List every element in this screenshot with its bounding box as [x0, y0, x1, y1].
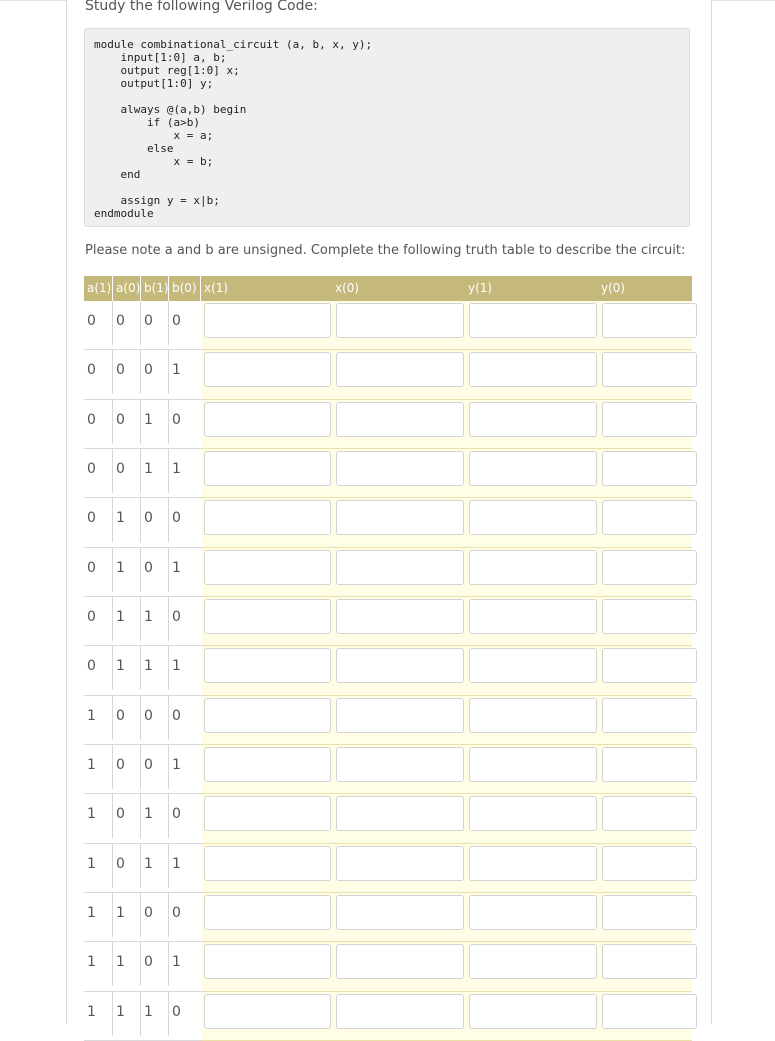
answer-input-x1[interactable]	[204, 550, 331, 585]
answer-input-x0[interactable]	[336, 796, 464, 831]
table-row	[84, 745, 692, 794]
answer-input-y0[interactable]	[602, 994, 697, 1029]
answer-input-x1[interactable]	[204, 846, 331, 881]
code-line: module combinational_circuit (a, b, x, y);	[94, 38, 373, 51]
input-bit-cell: 1	[140, 400, 153, 444]
answer-input-y1[interactable]	[469, 895, 597, 930]
input-bit-cell: 0	[140, 498, 153, 542]
table-row	[84, 400, 692, 449]
code-line: endmodule	[94, 207, 154, 220]
input-bit-cell: 0	[168, 794, 181, 838]
answer-input-y0[interactable]	[602, 451, 697, 486]
answer-input-y1[interactable]	[469, 648, 597, 683]
answer-input-x0[interactable]	[336, 352, 464, 387]
answer-input-x0[interactable]	[336, 500, 464, 535]
header-b0: b(0)	[168, 276, 200, 301]
input-bit-cell: 1	[168, 745, 181, 789]
table-row	[84, 992, 692, 1041]
header-x1: x(1)	[200, 276, 332, 301]
table-row	[84, 942, 692, 991]
answer-input-x1[interactable]	[204, 698, 331, 733]
header-b1: b(1)	[140, 276, 168, 301]
table-row	[84, 498, 692, 547]
input-bit-cell: 0	[168, 893, 181, 937]
input-bit-cell: 1	[168, 646, 181, 690]
answer-input-x0[interactable]	[336, 994, 464, 1029]
header-a1: a(1)	[87, 281, 112, 295]
answer-input-x0[interactable]	[336, 599, 464, 634]
answer-input-y0[interactable]	[602, 796, 697, 831]
answer-input-x0[interactable]	[336, 698, 464, 733]
input-bit-cell: 1	[87, 954, 96, 971]
answer-input-x1[interactable]	[204, 796, 331, 831]
answer-input-y1[interactable]	[469, 451, 597, 486]
verilog-code	[94, 38, 372, 220]
answer-input-y0[interactable]	[602, 648, 697, 683]
input-bit-cell: 0	[140, 301, 153, 345]
header-y0: y(0)	[601, 281, 626, 295]
table-row	[84, 893, 692, 942]
table-row	[84, 548, 692, 597]
input-bit-cell: 1	[87, 707, 96, 724]
answer-input-x1[interactable]	[204, 500, 331, 535]
input-bit-cell: 0	[87, 658, 96, 675]
input-bit-cell: 0	[140, 745, 153, 789]
input-bit-cell: 0	[112, 844, 125, 888]
answer-input-x1[interactable]	[204, 994, 331, 1029]
answer-input-x1[interactable]	[204, 402, 331, 437]
input-bit-cell: 1	[140, 449, 153, 493]
question-note: Please note a and b are unsigned. Complete the following truth table to describe the circuit:	[85, 243, 686, 258]
header-y1: y(1)	[468, 281, 493, 295]
input-bit-cell: 1	[112, 893, 125, 937]
input-bit-cell: 1	[87, 756, 96, 773]
input-bit-cell: 0	[112, 745, 125, 789]
answer-input-x1[interactable]	[204, 895, 331, 930]
input-bit-cell: 0	[87, 608, 96, 625]
input-bit-cell: 0	[168, 400, 181, 444]
input-bit-cell: 1	[87, 855, 96, 872]
input-bit-cell: 0	[140, 942, 153, 986]
input-bit-cell: 0	[168, 597, 181, 641]
answer-input-y1[interactable]	[469, 352, 597, 387]
answer-input-y1[interactable]	[469, 599, 597, 634]
input-bit-cell: 0	[87, 460, 96, 477]
answer-input-x0[interactable]	[336, 846, 464, 881]
code-line	[94, 90, 372, 103]
input-bit-cell: 1	[140, 992, 153, 1036]
answer-input-x1[interactable]	[204, 747, 331, 782]
code-line: end	[94, 168, 141, 181]
code-line: input[1:0] a, b;	[94, 51, 227, 64]
answer-input-x0[interactable]	[336, 944, 464, 979]
answer-input-y1[interactable]	[469, 550, 597, 585]
answer-input-y1[interactable]	[469, 303, 597, 338]
code-line: else	[94, 142, 174, 155]
answer-input-x0[interactable]	[336, 451, 464, 486]
table-row	[84, 301, 692, 350]
answer-input-x1[interactable]	[204, 451, 331, 486]
input-bit-cell: 0	[112, 400, 125, 444]
answer-input-y1[interactable]	[469, 944, 597, 979]
input-bit-cell: 0	[168, 301, 181, 345]
input-bit-cell: 1	[140, 646, 153, 690]
input-bit-cell: 0	[112, 794, 125, 838]
input-bit-cell: 0	[168, 992, 181, 1036]
answer-input-y1[interactable]	[469, 796, 597, 831]
input-bit-cell: 1	[168, 449, 181, 493]
answer-input-x0[interactable]	[336, 648, 464, 683]
code-line	[94, 181, 372, 194]
input-bit-cell: 1	[112, 942, 125, 986]
input-bit-cell: 1	[168, 844, 181, 888]
header-a0: a(0)	[112, 276, 140, 301]
input-bit-cell: 0	[140, 893, 153, 937]
answer-input-y0[interactable]	[602, 846, 697, 881]
code-line: output[1:0] y;	[94, 77, 214, 90]
input-bit-cell: 1	[168, 350, 181, 394]
answer-input-y0[interactable]	[602, 352, 697, 387]
answer-input-x1[interactable]	[204, 352, 331, 387]
input-bit-cell: 1	[168, 548, 181, 592]
input-bit-cell: 1	[112, 646, 125, 690]
input-bit-cell: 1	[168, 942, 181, 986]
input-bit-cell: 0	[87, 559, 96, 576]
table-row	[84, 844, 692, 893]
input-bit-cell: 0	[168, 498, 181, 542]
answer-input-x0[interactable]	[336, 402, 464, 437]
answer-input-y0[interactable]	[602, 550, 697, 585]
input-bit-cell: 1	[87, 904, 96, 921]
answer-input-y1[interactable]	[469, 747, 597, 782]
answer-input-y0[interactable]	[602, 698, 697, 733]
table-row	[84, 696, 692, 745]
input-bit-cell: 1	[140, 844, 153, 888]
input-bit-cell: 1	[112, 548, 125, 592]
answer-input-y1[interactable]	[469, 402, 597, 437]
header-x0: x(0)	[335, 281, 360, 295]
code-line: x = a;	[94, 129, 214, 142]
question-panel	[66, 0, 712, 1024]
code-line: assign y = x|b;	[94, 194, 220, 207]
truth-table-header	[84, 276, 692, 301]
answer-input-x1[interactable]	[204, 303, 331, 338]
input-bit-cell: 0	[87, 510, 96, 527]
answer-input-y0[interactable]	[602, 895, 697, 930]
input-bit-cell: 0	[112, 301, 125, 345]
input-bit-cell: 1	[112, 992, 125, 1036]
code-block	[84, 28, 690, 227]
answer-input-y0[interactable]	[602, 402, 697, 437]
input-bit-cell: 0	[87, 411, 96, 428]
answer-input-x0[interactable]	[336, 303, 464, 338]
answer-input-x1[interactable]	[204, 944, 331, 979]
answer-input-y1[interactable]	[469, 500, 597, 535]
input-bit-cell: 1	[112, 498, 125, 542]
answer-input-y1[interactable]	[469, 698, 597, 733]
input-bit-cell: 1	[87, 806, 96, 823]
question-prompt: Study the following Verilog Code:	[85, 0, 318, 14]
answer-input-x1[interactable]	[204, 648, 331, 683]
input-bit-cell: 1	[87, 1003, 96, 1020]
answer-input-y0[interactable]	[602, 599, 697, 634]
answer-input-y0[interactable]	[602, 500, 697, 535]
answer-input-x1[interactable]	[204, 599, 331, 634]
code-line: always @(a,b) begin	[94, 103, 247, 116]
input-bit-cell: 0	[140, 350, 153, 394]
input-bit-cell: 1	[140, 794, 153, 838]
input-bit-cell: 0	[87, 313, 96, 329]
table-row	[84, 449, 692, 498]
input-bit-cell: 1	[140, 597, 153, 641]
code-line: x = b;	[94, 155, 214, 168]
answer-input-x0[interactable]	[336, 895, 464, 930]
answer-input-y1[interactable]	[469, 846, 597, 881]
answer-input-y0[interactable]	[602, 303, 697, 338]
input-bit-cell: 0	[140, 696, 153, 740]
input-bit-cell: 0	[112, 696, 125, 740]
answer-input-y0[interactable]	[602, 944, 697, 979]
table-row	[84, 350, 692, 399]
code-line: output reg[1:0] x;	[94, 64, 240, 77]
input-bit-cell: 0	[112, 449, 125, 493]
answer-input-y0[interactable]	[602, 747, 697, 782]
table-row	[84, 646, 692, 695]
answer-input-x0[interactable]	[336, 550, 464, 585]
answer-input-x0[interactable]	[336, 747, 464, 782]
table-row	[84, 597, 692, 646]
answer-input-y1[interactable]	[469, 994, 597, 1029]
input-bit-cell: 1	[112, 597, 125, 641]
input-bit-cell: 0	[87, 362, 96, 379]
input-bit-cell: 0	[140, 548, 153, 592]
code-line: if (a>b)	[94, 116, 200, 129]
input-bit-cell: 0	[168, 696, 181, 740]
table-row	[84, 794, 692, 843]
input-bit-cell: 0	[112, 350, 125, 394]
